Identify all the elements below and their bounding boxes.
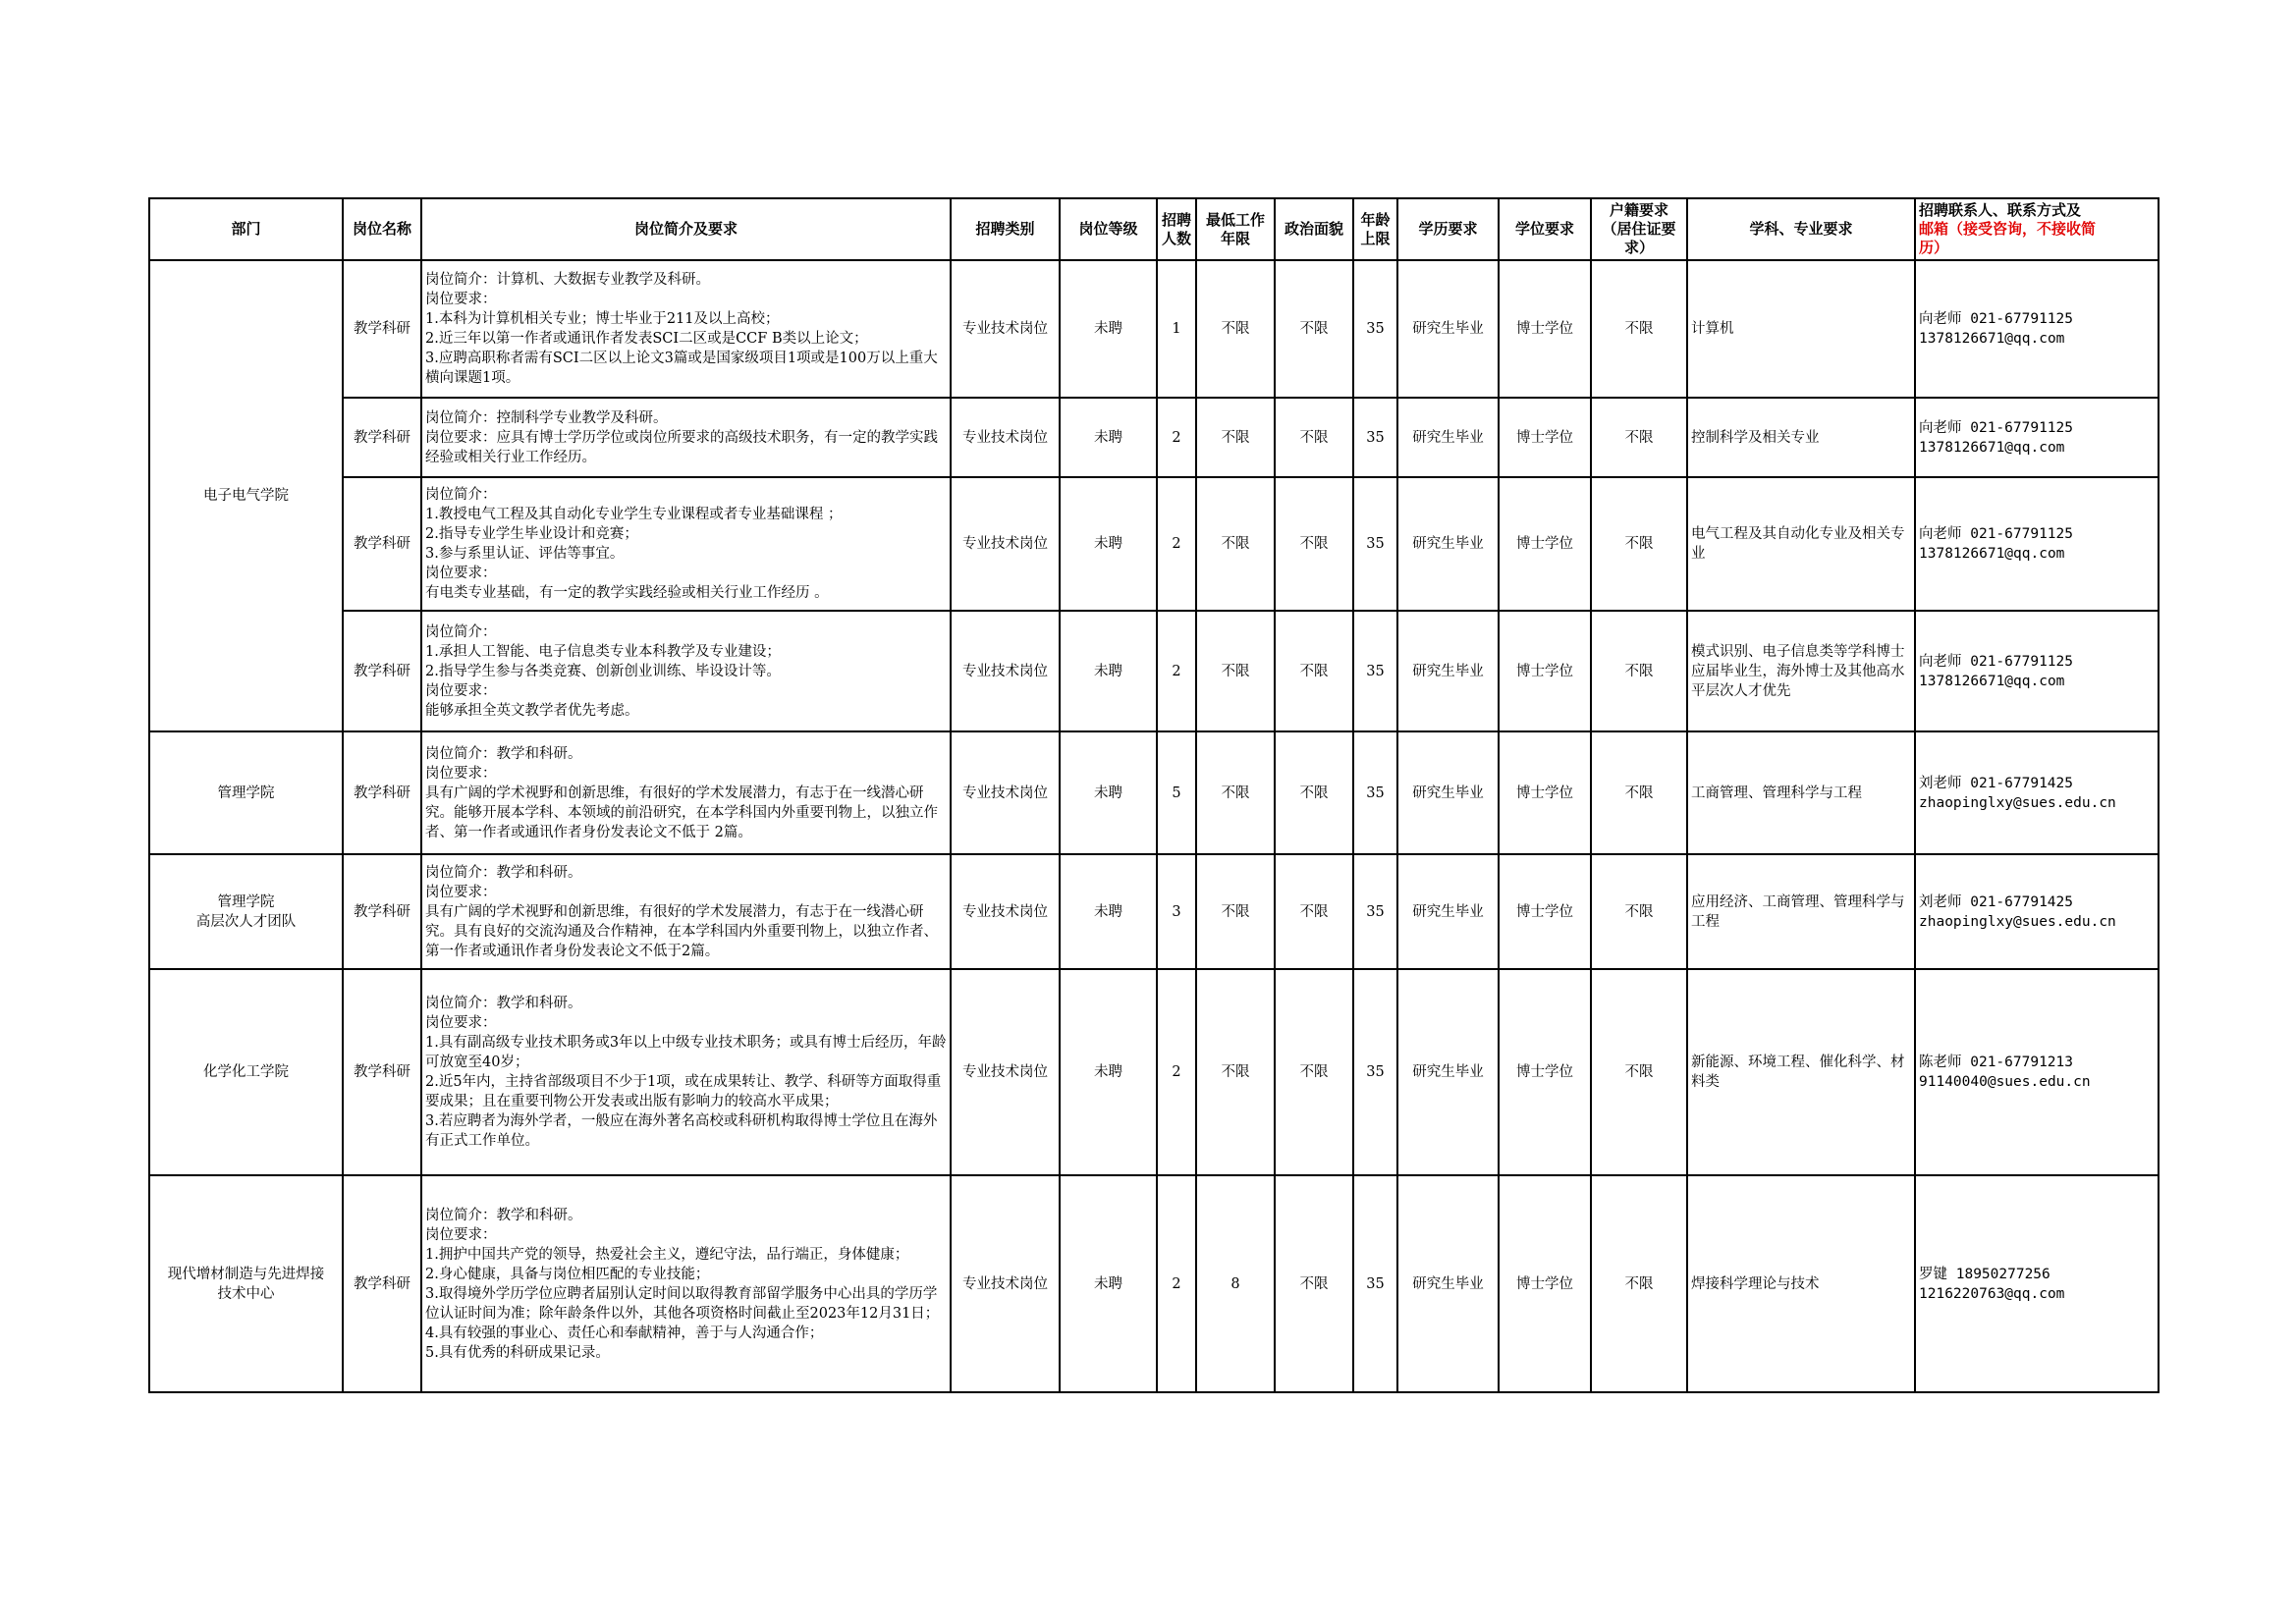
desc-line: 2.身心健康，具备与岗位相匹配的专业技能； <box>425 1266 710 1282</box>
dept-line: 高层次人才团队 <box>195 913 297 930</box>
contact-email: 1378126671@qq.com <box>1919 331 2065 347</box>
contact-cell <box>1915 969 2159 1175</box>
contact-cell <box>1915 611 2159 731</box>
table-row <box>149 731 2159 854</box>
contact-email: zhaopinglxy@sues.edu.cn <box>1919 913 2116 930</box>
desc-line: 3.应聘高职称者需有SCI二区以上论文3篇或是国家级项目1项或是100万以上重大横向课题1项。 <box>425 351 938 386</box>
work-years-cell: 不限 <box>1196 398 1275 477</box>
education-cell: 研究生毕业 <box>1397 611 1499 731</box>
age-cell: 35 <box>1353 611 1397 731</box>
header-education: 学历要求 <box>1397 198 1499 260</box>
political-cell: 不限 <box>1275 731 1353 854</box>
level-cell: 未聘 <box>1060 260 1157 398</box>
header-hukou-line2: （居住证要 <box>1602 220 1676 238</box>
major-cell: 控制科学及相关专业 <box>1687 398 1915 477</box>
political-cell: 不限 <box>1275 611 1353 731</box>
desc-line: 3.若应聘者为海外学者，一般应在海外著名高校或科研机构取得博士学位且在海外有正式工作单位。 <box>425 1113 938 1149</box>
count-cell: 2 <box>1157 611 1196 731</box>
desc-cell <box>421 611 951 731</box>
desc-cell <box>421 1175 951 1392</box>
header-age <box>1353 198 1397 260</box>
contact-email: 1216220763@qq.com <box>1919 1285 2065 1302</box>
dept-cell <box>149 1175 343 1392</box>
count-cell: 1 <box>1157 260 1196 398</box>
desc-line: 具有广阔的学术视野和创新思维，有很好的学术发展潜力，有志于在一线潜心研究。具有良好的交流沟通及合作精神，在本学科国内外重要刊物上，以独立作者、第一作者或通讯作者身份发表论文不低于2篇。 <box>425 903 938 959</box>
desc-line: 1.拥护中国共产党的领导，热爱社会主义，遵纪守法，品行端正，身体健康； <box>425 1246 909 1263</box>
desc-line: 岗位简介：教学和科研。 <box>425 745 582 762</box>
degree-cell: 博士学位 <box>1499 1175 1591 1392</box>
education-cell: 研究生毕业 <box>1397 260 1499 398</box>
position-cell: 教学科研 <box>343 854 421 969</box>
work-years-cell: 不限 <box>1196 969 1275 1175</box>
hukou-cell: 不限 <box>1591 731 1687 854</box>
education-cell: 研究生毕业 <box>1397 398 1499 477</box>
header-political: 政治面貌 <box>1275 198 1353 260</box>
contact-phone: 刘老师 021-67791425 <box>1919 893 2073 910</box>
dept-cell: 化学化工学院 <box>149 969 343 1175</box>
header-category: 招聘类别 <box>951 198 1060 260</box>
major-cell: 应用经济、工商管理、管理科学与工程 <box>1687 854 1915 969</box>
contact-cell <box>1915 260 2159 398</box>
desc-line: 岗位要求： <box>425 682 497 699</box>
level-cell: 未聘 <box>1060 731 1157 854</box>
degree-cell: 博士学位 <box>1499 477 1591 611</box>
position-cell: 教学科研 <box>343 611 421 731</box>
header-position: 岗位名称 <box>343 198 421 260</box>
contact-email: 1378126671@qq.com <box>1919 546 2065 562</box>
level-cell: 未聘 <box>1060 611 1157 731</box>
desc-line: 1.具有副高级专业技术职务或3年以上中级专业技术职务；或具有博士后经历，年龄可放宽至40岁； <box>425 1035 947 1070</box>
header-count-line1: 招聘 <box>1161 210 1191 229</box>
category-cell: 专业技术岗位 <box>951 731 1060 854</box>
desc-line: 岗位要求： <box>425 292 497 307</box>
age-cell: 35 <box>1353 477 1397 611</box>
education-cell: 研究生毕业 <box>1397 477 1499 611</box>
header-row <box>149 198 2159 260</box>
degree-cell: 博士学位 <box>1499 611 1591 731</box>
contact-phone: 陈老师 021-67791213 <box>1919 1055 2073 1070</box>
desc-cell <box>421 398 951 477</box>
desc-line: 岗位要求：应具有博士学历学位或岗位所要求的高级技术职务，有一定的教学实践经验或相关行业工作经历。 <box>425 429 938 465</box>
position-cell: 教学科研 <box>343 398 421 477</box>
degree-cell: 博士学位 <box>1499 731 1591 854</box>
degree-cell: 博士学位 <box>1499 398 1591 477</box>
header-work-years <box>1196 198 1275 260</box>
work-years-cell: 不限 <box>1196 477 1275 611</box>
desc-line: 1.教授电气工程及其自动化专业学生专业课程或者专业基础课程 ； <box>425 507 843 522</box>
desc-line: 岗位简介：教学和科研。 <box>425 996 582 1011</box>
desc-line: 具有广阔的学术视野和创新思维，有很好的学术发展潜力，有志于在一线潜心研究。能够开展本学科、本领域的前沿研究，在本学科国内外重要刊物上，以独立作者、第一作者或通讯作者身份发表论文不低于 2篇。 <box>425 784 938 840</box>
desc-line: 岗位简介：计算机、大数据专业教学及科研。 <box>425 272 710 288</box>
contact-phone: 向老师 021-67791125 <box>1919 311 2073 327</box>
work-years-cell: 8 <box>1196 1175 1275 1392</box>
political-cell: 不限 <box>1275 477 1353 611</box>
degree-cell: 博士学位 <box>1499 854 1591 969</box>
education-cell: 研究生毕业 <box>1397 731 1499 854</box>
header-age-line1: 年龄 <box>1360 210 1391 229</box>
position-cell: 教学科研 <box>343 477 421 611</box>
header-age-line2: 上限 <box>1360 229 1391 247</box>
hukou-cell: 不限 <box>1591 1175 1687 1392</box>
table-row <box>149 969 2159 1175</box>
education-cell: 研究生毕业 <box>1397 854 1499 969</box>
table-row <box>149 260 2159 398</box>
degree-cell: 博士学位 <box>1499 969 1591 1175</box>
contact-cell <box>1915 854 2159 969</box>
table-row <box>149 854 2159 969</box>
header-hukou <box>1591 198 1687 260</box>
desc-line: 岗位要求： <box>425 765 497 782</box>
hukou-cell: 不限 <box>1591 854 1687 969</box>
count-cell: 2 <box>1157 477 1196 611</box>
header-major: 学科、专业要求 <box>1687 198 1915 260</box>
work-years-cell: 不限 <box>1196 260 1275 398</box>
contact-cell <box>1915 398 2159 477</box>
desc-line: 岗位要求： <box>425 1226 497 1243</box>
major-cell: 工商管理、管理科学与工程 <box>1687 731 1915 854</box>
header-hukou-line3: 求） <box>1623 239 1654 256</box>
contact-phone: 向老师 021-67791125 <box>1919 419 2073 436</box>
dept-cell: 管理学院 <box>149 731 343 854</box>
desc-line: 岗位要求： <box>425 884 497 900</box>
table-row <box>149 398 2159 477</box>
desc-line: 3.参与系里认证、评估等事宜。 <box>425 546 625 562</box>
header-work-line2: 年限 <box>1220 229 1250 247</box>
contact-email: 91140040@sues.edu.cn <box>1919 1074 2091 1090</box>
education-cell: 研究生毕业 <box>1397 1175 1499 1392</box>
major-cell: 电气工程及其自动化专业及相关专业 <box>1687 477 1915 611</box>
category-cell: 专业技术岗位 <box>951 969 1060 1175</box>
category-cell: 专业技术岗位 <box>951 260 1060 398</box>
contact-cell <box>1915 477 2159 611</box>
dept-line: 现代增材制造与先进焊接 <box>167 1266 325 1282</box>
count-cell: 2 <box>1157 1175 1196 1392</box>
desc-line: 2.指导专业学生毕业设计和竞赛； <box>425 526 638 542</box>
hukou-cell: 不限 <box>1591 477 1687 611</box>
contact-cell <box>1915 1175 2159 1392</box>
hukou-cell: 不限 <box>1591 260 1687 398</box>
hukou-cell: 不限 <box>1591 398 1687 477</box>
hukou-cell: 不限 <box>1591 969 1687 1175</box>
count-cell: 3 <box>1157 854 1196 969</box>
dept-cell: 电子电气学院 <box>149 260 343 731</box>
header-contact-line2: 邮箱（接受咨询，不接收简 <box>1919 220 2097 238</box>
desc-line: 岗位要求： <box>425 566 497 581</box>
desc-line: 岗位简介： <box>425 487 497 503</box>
political-cell: 不限 <box>1275 854 1353 969</box>
work-years-cell: 不限 <box>1196 611 1275 731</box>
level-cell: 未聘 <box>1060 969 1157 1175</box>
major-cell: 模式识别、电子信息类等学科博士应届毕业生，海外博士及其他高水平层次人才优先 <box>1687 611 1915 731</box>
desc-line: 岗位简介：教学和科研。 <box>425 864 582 881</box>
desc-line: 岗位简介：教学和科研。 <box>425 1207 582 1223</box>
category-cell: 专业技术岗位 <box>951 398 1060 477</box>
contact-phone: 向老师 021-67791125 <box>1919 526 2073 542</box>
header-degree: 学位要求 <box>1499 198 1591 260</box>
desc-line: 2.指导学生参与各类竞赛、创新创业训练、毕设设计等。 <box>425 663 781 679</box>
header-count-line2: 人数 <box>1161 229 1191 247</box>
count-cell: 2 <box>1157 398 1196 477</box>
contact-email: zhaopinglxy@sues.edu.cn <box>1919 794 2116 811</box>
category-cell: 专业技术岗位 <box>951 477 1060 611</box>
desc-cell <box>421 477 951 611</box>
level-cell: 未聘 <box>1060 398 1157 477</box>
desc-line: 4.具有较强的事业心、责任心和奉献精神，善于与人沟通合作； <box>425 1325 824 1341</box>
desc-line: 能够承担全英文教学者优先考虑。 <box>425 702 639 719</box>
table-row <box>149 477 2159 611</box>
political-cell: 不限 <box>1275 1175 1353 1392</box>
desc-line: 3.取得境外学历学位应聘者届别认定时间以取得教育部留学服务中心出具的学历学位认证时间为准；除年龄条件以外，其他各项资格时间截止至2023年12月31日； <box>425 1285 940 1322</box>
count-cell: 2 <box>1157 969 1196 1175</box>
dept-line: 管理学院 <box>217 893 275 910</box>
level-cell: 未聘 <box>1060 477 1157 611</box>
desc-cell <box>421 969 951 1175</box>
category-cell: 专业技术岗位 <box>951 1175 1060 1392</box>
contact-email: 1378126671@qq.com <box>1919 673 2065 689</box>
header-level: 岗位等级 <box>1060 198 1157 260</box>
political-cell: 不限 <box>1275 260 1353 398</box>
age-cell: 35 <box>1353 260 1397 398</box>
work-years-cell: 不限 <box>1196 731 1275 854</box>
major-cell: 焊接科学理论与技术 <box>1687 1175 1915 1392</box>
contact-phone: 罗键 18950277256 <box>1919 1266 2050 1282</box>
header-count <box>1157 198 1196 260</box>
header-contact <box>1915 198 2159 260</box>
degree-cell: 博士学位 <box>1499 260 1591 398</box>
desc-cell <box>421 854 951 969</box>
category-cell: 专业技术岗位 <box>951 854 1060 969</box>
political-cell: 不限 <box>1275 398 1353 477</box>
major-cell: 新能源、环境工程、催化科学、材料类 <box>1687 969 1915 1175</box>
dept-cell <box>149 854 343 969</box>
desc-line: 有电类专业基础，有一定的教学实践经验或相关行业工作经历 。 <box>425 585 829 601</box>
desc-line: 岗位要求： <box>425 1015 497 1031</box>
count-cell: 5 <box>1157 731 1196 854</box>
position-cell: 教学科研 <box>343 969 421 1175</box>
contact-phone: 刘老师 021-67791425 <box>1919 775 2073 791</box>
header-contact-line1: 招聘联系人、联系方式及 <box>1919 201 2082 219</box>
age-cell: 35 <box>1353 398 1397 477</box>
position-cell: 教学科研 <box>343 1175 421 1392</box>
contact-cell <box>1915 731 2159 854</box>
desc-cell <box>421 260 951 398</box>
hukou-cell: 不限 <box>1591 611 1687 731</box>
age-cell: 35 <box>1353 1175 1397 1392</box>
header-dept: 部门 <box>149 198 343 260</box>
political-cell: 不限 <box>1275 969 1353 1175</box>
major-cell: 计算机 <box>1687 260 1915 398</box>
position-cell: 教学科研 <box>343 731 421 854</box>
desc-line: 2.近5年内，主持省部级项目不少于1项，或在成果转让、教学、科研等方面取得重要成果；且在重要刊物公开发表或出版有影响力的较高水平成果； <box>425 1074 942 1109</box>
contact-phone: 向老师 021-67791125 <box>1919 653 2073 670</box>
header-contact-line3: 历） <box>1919 239 1949 256</box>
level-cell: 未聘 <box>1060 1175 1157 1392</box>
category-cell: 专业技术岗位 <box>951 611 1060 731</box>
desc-line: 岗位简介：控制科学专业教学及科研。 <box>425 409 668 426</box>
desc-line: 2.近三年以第一作者或通讯作者发表SCI二区或是CCF B类以上论文； <box>425 331 868 347</box>
table-row <box>149 1175 2159 1392</box>
header-work-line1: 最低工作 <box>1205 210 1265 229</box>
desc-line: 岗位简介： <box>425 623 497 640</box>
age-cell: 35 <box>1353 854 1397 969</box>
desc-line: 1.承担人工智能、电子信息类专业本科教学及专业建设； <box>425 643 781 660</box>
position-cell: 教学科研 <box>343 260 421 398</box>
header-desc: 岗位简介及要求 <box>421 198 951 260</box>
desc-line: 1.本科为计算机相关专业；博士毕业于211及以上高校； <box>425 311 780 327</box>
recruitment-table <box>148 197 2159 1393</box>
header-hukou-line1: 户籍要求 <box>1609 201 1668 219</box>
contact-email: 1378126671@qq.com <box>1919 439 2065 456</box>
desc-line: 5.具有优秀的科研成果记录。 <box>425 1344 610 1361</box>
level-cell: 未聘 <box>1060 854 1157 969</box>
age-cell: 35 <box>1353 731 1397 854</box>
dept-line: 技术中心 <box>217 1285 275 1302</box>
table-row <box>149 611 2159 731</box>
work-years-cell: 不限 <box>1196 854 1275 969</box>
age-cell: 35 <box>1353 969 1397 1175</box>
education-cell: 研究生毕业 <box>1397 969 1499 1175</box>
desc-cell <box>421 731 951 854</box>
